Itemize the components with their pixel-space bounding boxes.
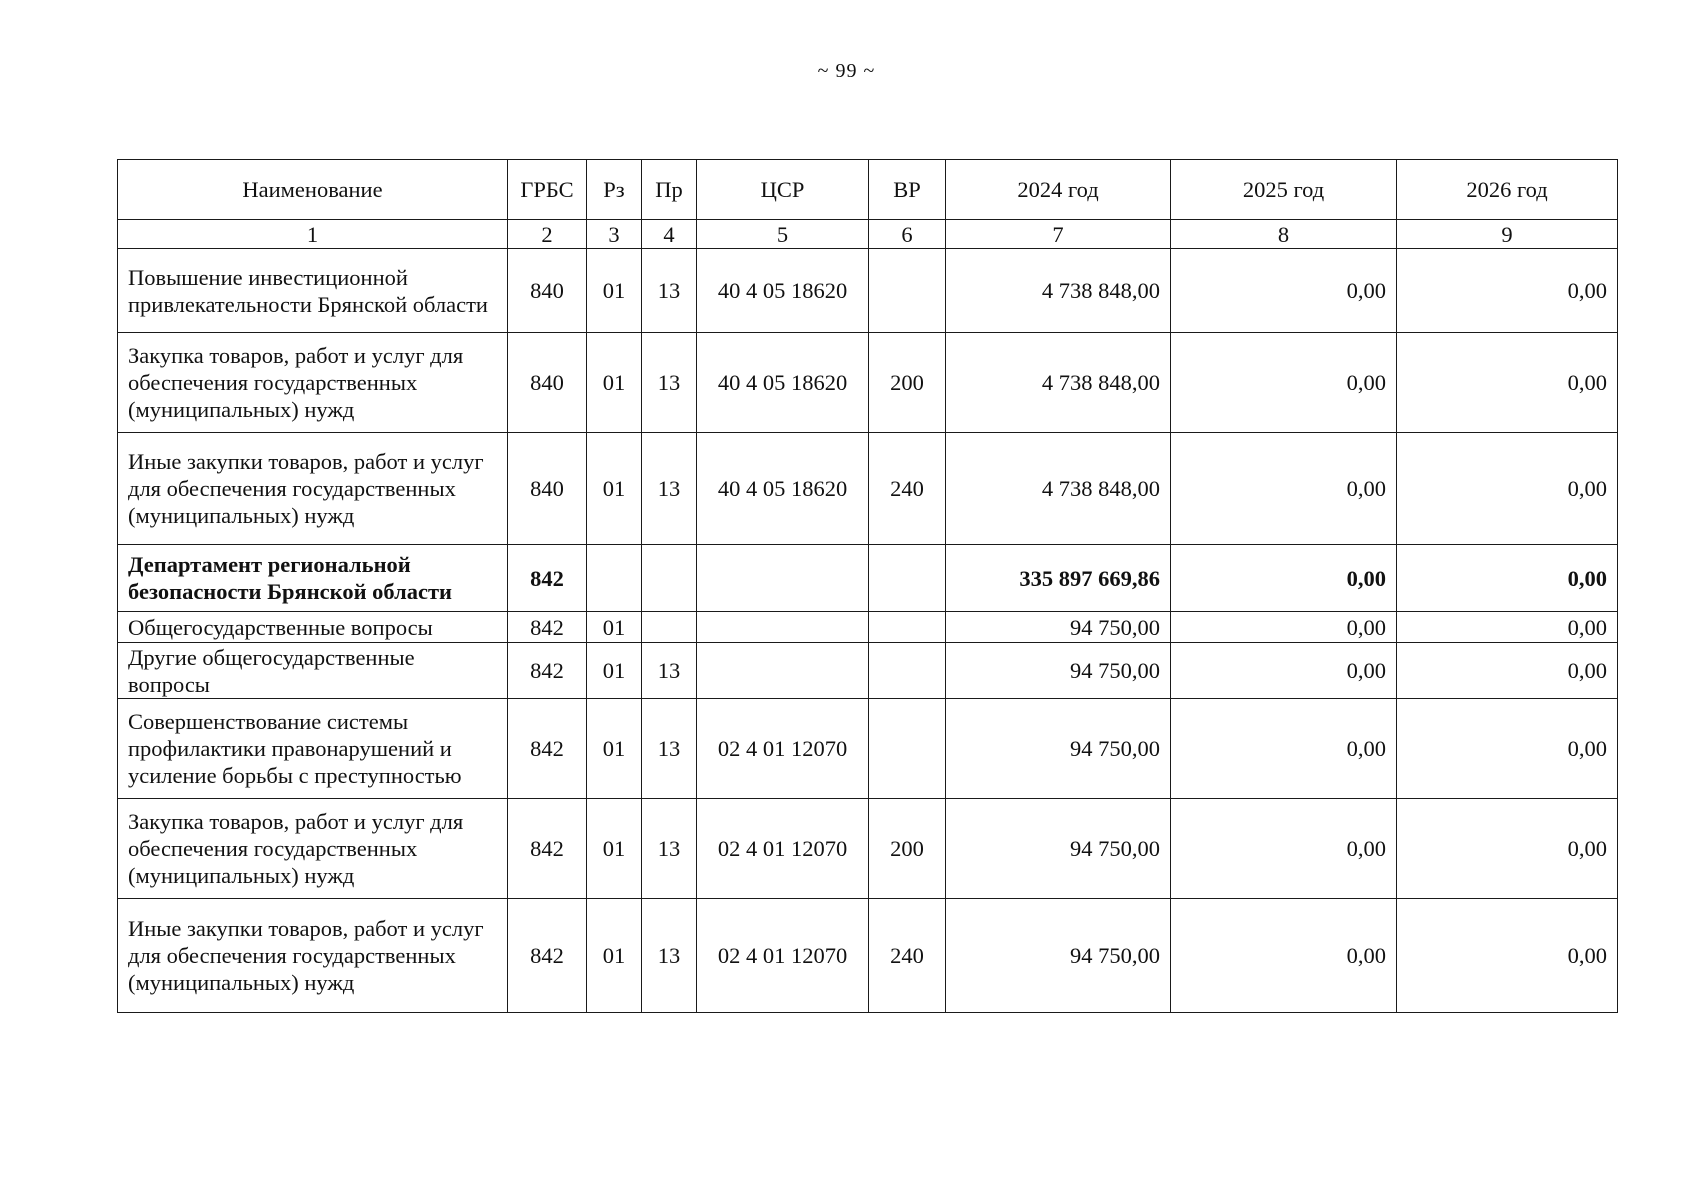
row-2026: 0,00 (1397, 799, 1618, 899)
row-vr (869, 643, 946, 699)
row-grbs: 842 (508, 545, 587, 612)
row-2024: 94 750,00 (946, 612, 1171, 643)
row-rz: 01 (587, 249, 642, 333)
header-cell: 2026 год (1397, 160, 1618, 220)
row-2024: 4 738 848,00 (946, 249, 1171, 333)
table-row (118, 799, 1618, 899)
header-cell: Рз (587, 160, 642, 220)
row-csr: 40 4 05 18620 (697, 249, 869, 333)
row-rz: 01 (587, 433, 642, 545)
row-2024: 94 750,00 (946, 799, 1171, 899)
row-csr (697, 643, 869, 699)
row-pr: 13 (642, 699, 697, 799)
row-2025: 0,00 (1171, 545, 1397, 612)
row-csr (697, 545, 869, 612)
row-csr (697, 612, 869, 643)
row-grbs: 842 (508, 612, 587, 643)
index-cell: 2 (508, 220, 587, 249)
row-pr: 13 (642, 433, 697, 545)
header-cell: ВР (869, 160, 946, 220)
row-rz: 01 (587, 899, 642, 1013)
row-2024: 94 750,00 (946, 699, 1171, 799)
row-name: Департамент региональной безопасности Брянской области (118, 545, 508, 612)
row-2026: 0,00 (1397, 249, 1618, 333)
table-row (118, 433, 1618, 545)
row-name: Иные закупки товаров, работ и услуг для обеспечения государственных (муниципальных) нужд (118, 433, 508, 545)
index-cell: 5 (697, 220, 869, 249)
table-row (118, 699, 1618, 799)
row-2026: 0,00 (1397, 612, 1618, 643)
row-vr (869, 612, 946, 643)
row-grbs: 842 (508, 643, 587, 699)
row-name: Повышение инвестиционной привлекательности Брянской области (118, 249, 508, 333)
row-pr (642, 545, 697, 612)
row-2025: 0,00 (1171, 333, 1397, 433)
row-grbs: 840 (508, 433, 587, 545)
row-name: Совершенствование системы профилактики правонарушений и усиление борьбы с преступностью (118, 699, 508, 799)
row-vr (869, 545, 946, 612)
row-vr: 200 (869, 799, 946, 899)
row-2025: 0,00 (1171, 799, 1397, 899)
row-vr: 240 (869, 899, 946, 1013)
header-cell: Пр (642, 160, 697, 220)
row-grbs: 840 (508, 333, 587, 433)
row-vr: 200 (869, 333, 946, 433)
row-pr: 13 (642, 799, 697, 899)
header-cell: ЦСР (697, 160, 869, 220)
row-csr: 02 4 01 12070 (697, 699, 869, 799)
index-cell: 3 (587, 220, 642, 249)
row-2025: 0,00 (1171, 899, 1397, 1013)
row-2026: 0,00 (1397, 899, 1618, 1013)
table-row (118, 899, 1618, 1013)
row-2025: 0,00 (1171, 699, 1397, 799)
index-cell: 9 (1397, 220, 1618, 249)
table-row-department (118, 545, 1618, 612)
row-pr: 13 (642, 249, 697, 333)
row-pr: 13 (642, 643, 697, 699)
row-2025: 0,00 (1171, 612, 1397, 643)
header-cell: ГРБС (508, 160, 587, 220)
header-cell: 2025 год (1171, 160, 1397, 220)
row-grbs: 840 (508, 249, 587, 333)
row-name: Иные закупки товаров, работ и услуг для обеспечения государственных (муниципальных) нужд (118, 899, 508, 1013)
row-pr: 13 (642, 899, 697, 1013)
budget-table (117, 159, 1618, 1013)
row-2026: 0,00 (1397, 643, 1618, 699)
index-cell: 6 (869, 220, 946, 249)
row-rz: 01 (587, 799, 642, 899)
row-name: Закупка товаров, работ и услуг для обеспечения государственных (муниципальных) нужд (118, 333, 508, 433)
row-2025: 0,00 (1171, 249, 1397, 333)
row-rz: 01 (587, 612, 642, 643)
row-csr: 40 4 05 18620 (697, 433, 869, 545)
row-pr: 13 (642, 333, 697, 433)
row-grbs: 842 (508, 799, 587, 899)
row-2025: 0,00 (1171, 433, 1397, 545)
row-2026: 0,00 (1397, 699, 1618, 799)
row-2025: 0,00 (1171, 643, 1397, 699)
row-rz: 01 (587, 333, 642, 433)
header-row (118, 160, 1618, 220)
header-cell: 2024 год (946, 160, 1171, 220)
index-cell: 1 (118, 220, 508, 249)
row-csr: 40 4 05 18620 (697, 333, 869, 433)
row-rz: 01 (587, 699, 642, 799)
row-2024: 335 897 669,86 (946, 545, 1171, 612)
row-rz (587, 545, 642, 612)
header-cell: Наименование (118, 160, 508, 220)
row-2026: 0,00 (1397, 333, 1618, 433)
index-cell: 8 (1171, 220, 1397, 249)
row-vr (869, 699, 946, 799)
row-2026: 0,00 (1397, 545, 1618, 612)
row-pr (642, 612, 697, 643)
row-vr: 240 (869, 433, 946, 545)
table-row (118, 333, 1618, 433)
row-name: Общегосударственные вопросы (118, 612, 508, 643)
row-2024: 94 750,00 (946, 643, 1171, 699)
row-grbs: 842 (508, 899, 587, 1013)
index-cell: 4 (642, 220, 697, 249)
table-row (118, 612, 1618, 643)
row-csr: 02 4 01 12070 (697, 899, 869, 1013)
table-row (118, 643, 1618, 699)
row-name: Другие общегосударственные вопросы (118, 643, 508, 699)
row-2024: 4 738 848,00 (946, 333, 1171, 433)
row-2024: 4 738 848,00 (946, 433, 1171, 545)
table-row (118, 249, 1618, 333)
index-cell: 7 (946, 220, 1171, 249)
row-rz: 01 (587, 643, 642, 699)
row-2026: 0,00 (1397, 433, 1618, 545)
row-2024: 94 750,00 (946, 899, 1171, 1013)
row-vr (869, 249, 946, 333)
row-grbs: 842 (508, 699, 587, 799)
row-csr: 02 4 01 12070 (697, 799, 869, 899)
row-name: Закупка товаров, работ и услуг для обеспечения государственных (муниципальных) нужд (118, 799, 508, 899)
page-number: ~ 99 ~ (817, 60, 876, 82)
column-index-row (118, 220, 1618, 249)
